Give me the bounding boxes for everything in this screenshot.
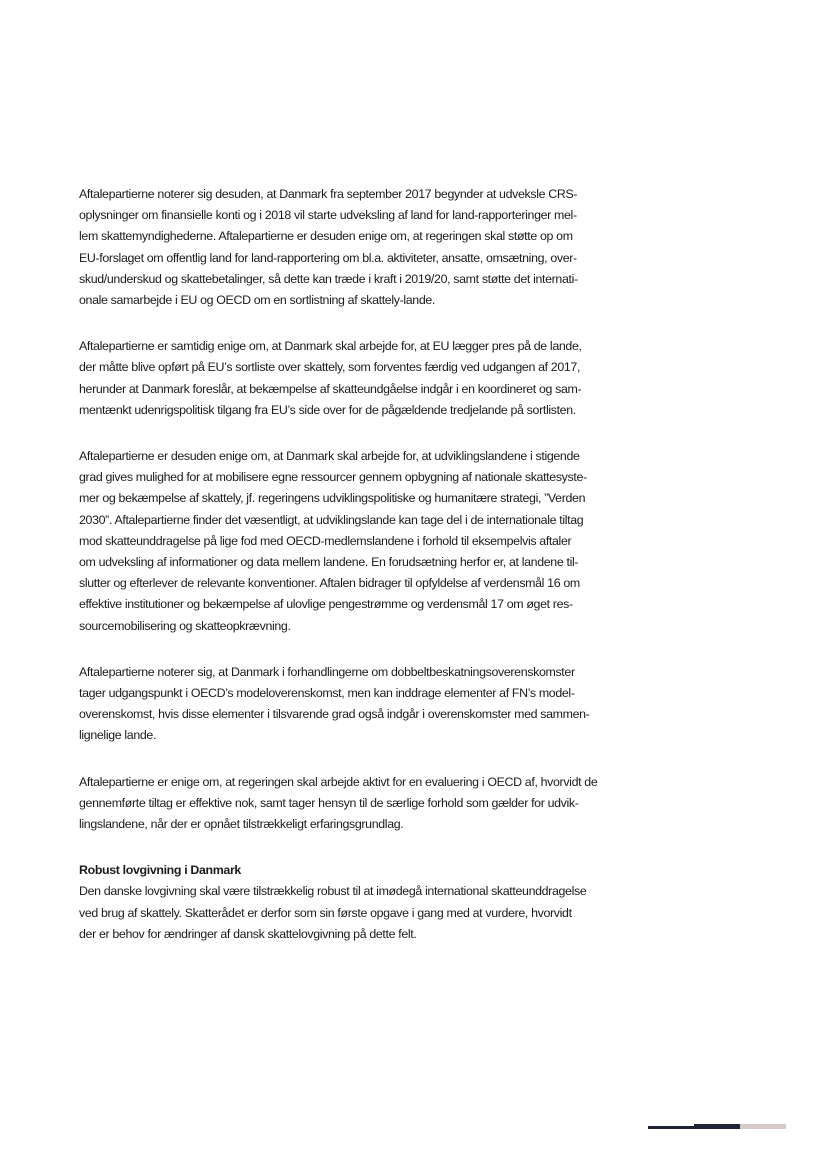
text-line: Aftalepartierne noterer sig desuden, at Danmark fra september 2017 begynder at udveksle CRS- [79, 187, 578, 201]
text-line: onale samarbejde i EU og OECD om en sortlistning af skattely-lande. [79, 293, 436, 308]
text-line: Den danske lovgivning skal være tilstrækkelig robust til at imødegå international skatteunddragelse [79, 884, 587, 899]
text-line: lignelige lande. [79, 728, 157, 743]
text-line: Aftalepartierne noterer sig, at Danmark i forhandlingerne om dobbeltbeskatningsoverenskomster [79, 664, 575, 679]
text-line: EU-forslaget om offentlig land for land-rapportering om bl.a. aktiviteter, ansatte, omsætning, over- [79, 250, 577, 265]
text-line: der er behov for ændringer af dansk skattelovgivning på dette felt. [79, 926, 417, 941]
text-line: om udveksling af informationer og data mellem landene. En forudsætning herfor er, at landene til- [79, 555, 579, 570]
text-line: gennemførte tiltag er effektive nok, samt tager hensyn til de særlige forhold som gælder for udvik- [79, 795, 579, 810]
paragraph-1 [79, 184, 613, 311]
text-line: lingslandene, når der er opnået tilstrækkeligt erfaringsgrundlag. [79, 817, 404, 832]
text-line: mod skatteunddragelse på lige fod med OECD-medlemslandene i forhold til eksempelvis aftaler [79, 533, 572, 548]
text-line: herunder at Danmark foreslår, at bekæmpelse af skatteundgåelse indgår i en koordineret og sam- [79, 381, 582, 396]
footer-bar-segment [694, 1124, 740, 1129]
text-line: mer og bekæmpelse af skattely, jf. regeringens udviklingspolitiske og humanitære strategi, ”Verden [79, 491, 586, 506]
section-heading: Robust lovgivning i Danmark [79, 863, 241, 878]
text-line: lem skattemyndighederne. Aftalepartierne er desuden enige om, at regeringen skal støtte op om [79, 229, 573, 244]
text-line: Aftalepartierne er desuden enige om, at Danmark skal arbejde for, at udviklingslandene i stigende [79, 449, 580, 464]
text-line: oplysninger om finansielle konti og i 2018 vil starte udveksling af land for land-rapporteringer mel- [79, 208, 577, 223]
footer-bar-segment [740, 1124, 786, 1129]
text-line: tager udgangspunkt i OECD’s modeloverenskomst, men kan inddrage elementer af FN’s model- [79, 686, 575, 701]
section-paragraph [79, 881, 613, 945]
text-line: der måtte blive opført på EU’s sortliste over skattely, som forventes færdig ved udgangen af 2017, [79, 360, 581, 375]
text-line: effektive institutioner og bekæmpelse af ulovlige pengestrømme og verdensmål 17 om øget res- [79, 597, 573, 612]
text-line: sourcemobilisering og skatteopkrævning. [79, 618, 291, 633]
text-line: Aftalepartierne er enige om, at regeringen skal arbejde aktivt for en evaluering i OECD af, hvorvidt de [79, 774, 598, 789]
paragraph-3 [79, 446, 613, 637]
paragraph-2 [79, 336, 613, 421]
text-line: 2030”. Aftalepartierne finder det væsentligt, at udviklingslande kan tage del i de internationale tiltag [79, 512, 584, 527]
text-line: grad gives mulighed for at mobilisere egne ressourcer gennem opbygning af nationale skattesyste- [79, 470, 587, 485]
text-line: Aftalepartierne er samtidig enige om, at Danmark skal arbejde for, at EU lægger pres på de lande, [79, 339, 582, 354]
paragraph-4 [79, 662, 613, 747]
footer-bar-segment [648, 1126, 694, 1129]
text-line: skud/underskud og skattebetalinger, så dette kan træde i kraft i 2019/20, samt støtte det internati- [79, 271, 578, 286]
page-content [79, 184, 613, 945]
text-line: slutter og efterlever de relevante konventioner. Aftalen bidrager til opfyldelse af verdensmål 16 om [79, 576, 580, 591]
text-line: ved brug af skattely. Skatterådet er derfor som sin første opgave i gang med at vurdere, hvorvidt [79, 905, 572, 920]
text-line: mentænkt udenrigspolitisk tilgang fra EU’s side over for de pågældende tredjelande på sortlisten. [79, 402, 576, 417]
text-line: overenskomst, hvis disse elementer i tilsvarende grad også indgår i overenskomster med sammen- [79, 707, 590, 722]
paragraph-5 [79, 772, 613, 836]
